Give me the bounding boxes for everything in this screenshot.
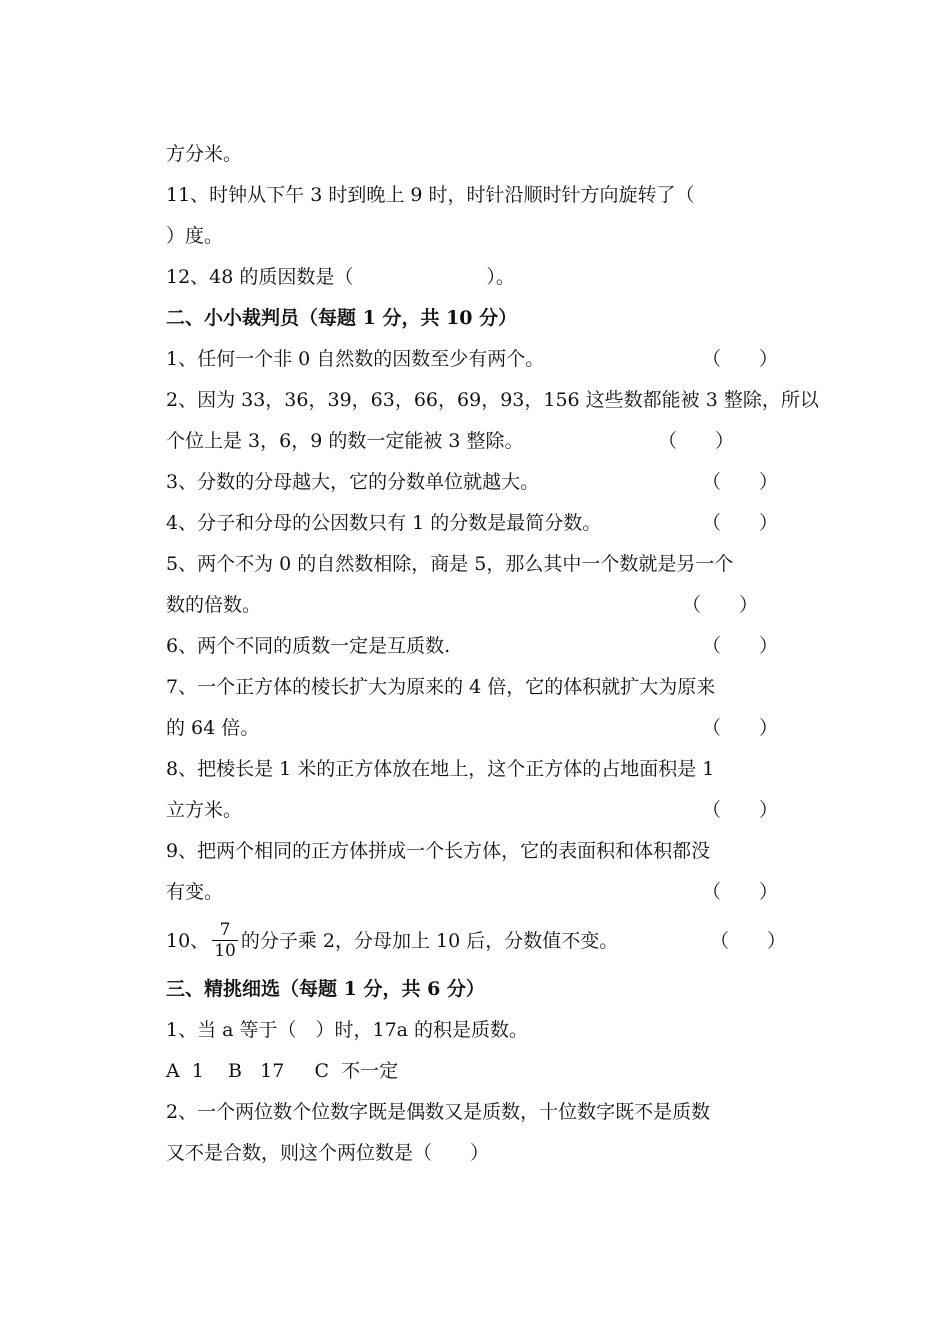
exam-page: [166, 134, 819, 1174]
line-text: 1、任何一个非 0 自然数的因数至少有两个。: [166, 348, 545, 370]
line-text: 2、因为 33，36，39，63，66，69，93，156 这些数都能被 3 整除，所以: [166, 389, 819, 411]
line-text: 3、分数的分母越大，它的分数单位就越大。: [166, 471, 540, 493]
heading-text: 二、小小裁判员（每题 1 分，共 10 分）: [166, 307, 518, 329]
line-text: 4、分子和分母的公因数只有 1 的分数是最简分数。: [166, 512, 602, 534]
judge-10: [166, 913, 786, 969]
choice-2-cont: [166, 1133, 786, 1174]
section-3-heading: [166, 969, 786, 1010]
question-11: [166, 175, 786, 216]
section-2-heading: [166, 298, 786, 339]
answer-blank: （ ）: [710, 930, 787, 952]
judge-8-cont: [166, 790, 786, 831]
line-text: 立方米。: [166, 799, 243, 821]
fraction-numerator: 7: [212, 920, 238, 941]
answer-blank: （ ）: [702, 471, 779, 493]
line-text: 12、48 的质因数是（ ）。: [166, 266, 515, 288]
line-text: ）度。: [166, 225, 224, 247]
judge-8: [166, 749, 786, 790]
judge-2-cont: [166, 421, 786, 462]
judge-5: [166, 544, 786, 585]
judge-3: [166, 462, 786, 503]
line-text: 8、把棱长是 1 米的正方体放在地上，这个正方体的占地面积是 1: [166, 758, 715, 780]
answer-blank: （ ）: [682, 594, 759, 616]
answer-blank: （ ）: [702, 512, 779, 534]
judge-7-cont: [166, 708, 786, 749]
line-text: 的分子乘 2，分母加上 10 后，分数值不变。: [240, 930, 619, 952]
fraction: [212, 920, 238, 961]
answer-blank: （ ）: [702, 348, 779, 370]
line-text: 又不是合数，则这个两位数是（ ）: [166, 1142, 490, 1164]
line-text: 10、: [166, 930, 210, 952]
line-text: 9、把两个相同的正方体拼成一个长方体，它的表面积和体积都没: [166, 840, 711, 862]
fraction-denominator: 10: [214, 940, 236, 961]
judge-2: [166, 380, 819, 421]
question-12: [166, 257, 786, 298]
answer-blank: （ ）: [658, 430, 735, 452]
choice-2: [166, 1092, 786, 1133]
line-text: 有变。: [166, 881, 224, 903]
judge-4: [166, 503, 786, 544]
line-text: 7、一个正方体的棱长扩大为原来的 4 倍，它的体积就扩大为原来: [166, 676, 716, 698]
question-11-cont: [166, 216, 786, 257]
answer-blank: （ ）: [702, 717, 779, 739]
judge-7: [166, 667, 786, 708]
choice-1-options: [166, 1051, 786, 1092]
judge-5-cont: [166, 585, 786, 626]
options-text: A 1 B 17 C 不一定: [166, 1060, 399, 1082]
judge-9: [166, 831, 786, 872]
line-text: 11、时钟从下午 3 时到晚上 9 时，时针沿顺时针方向旋转了（: [166, 184, 695, 206]
judge-9-cont: [166, 872, 786, 913]
answer-blank: （ ）: [702, 799, 779, 821]
judge-6: [166, 626, 786, 667]
line-text: 数的倍数。: [166, 594, 262, 616]
line-text: 方分米。: [166, 143, 243, 165]
answer-blank: （ ）: [702, 635, 779, 657]
line-text: 2、一个两位数个位数字既是偶数又是质数，十位数字既不是质数: [166, 1101, 711, 1123]
answer-blank: （ ）: [702, 881, 779, 903]
line-text: 的 64 倍。: [166, 717, 260, 739]
line-text: 6、两个不同的质数一定是互质数.: [166, 635, 451, 657]
heading-text: 三、精挑细选（每题 1 分，共 6 分）: [166, 978, 485, 1000]
choice-1: [166, 1010, 786, 1051]
line-text: 5、两个不为 0 的自然数相除，商是 5，那么其中一个数就是另一个: [166, 553, 734, 575]
line-text: 个位上是 3，6，9 的数一定能被 3 整除。: [166, 430, 524, 452]
text-line: [166, 134, 786, 175]
judge-1: [166, 339, 786, 380]
line-text: 1、当 a 等于（ ）时，17a 的积是质数。: [166, 1019, 529, 1041]
